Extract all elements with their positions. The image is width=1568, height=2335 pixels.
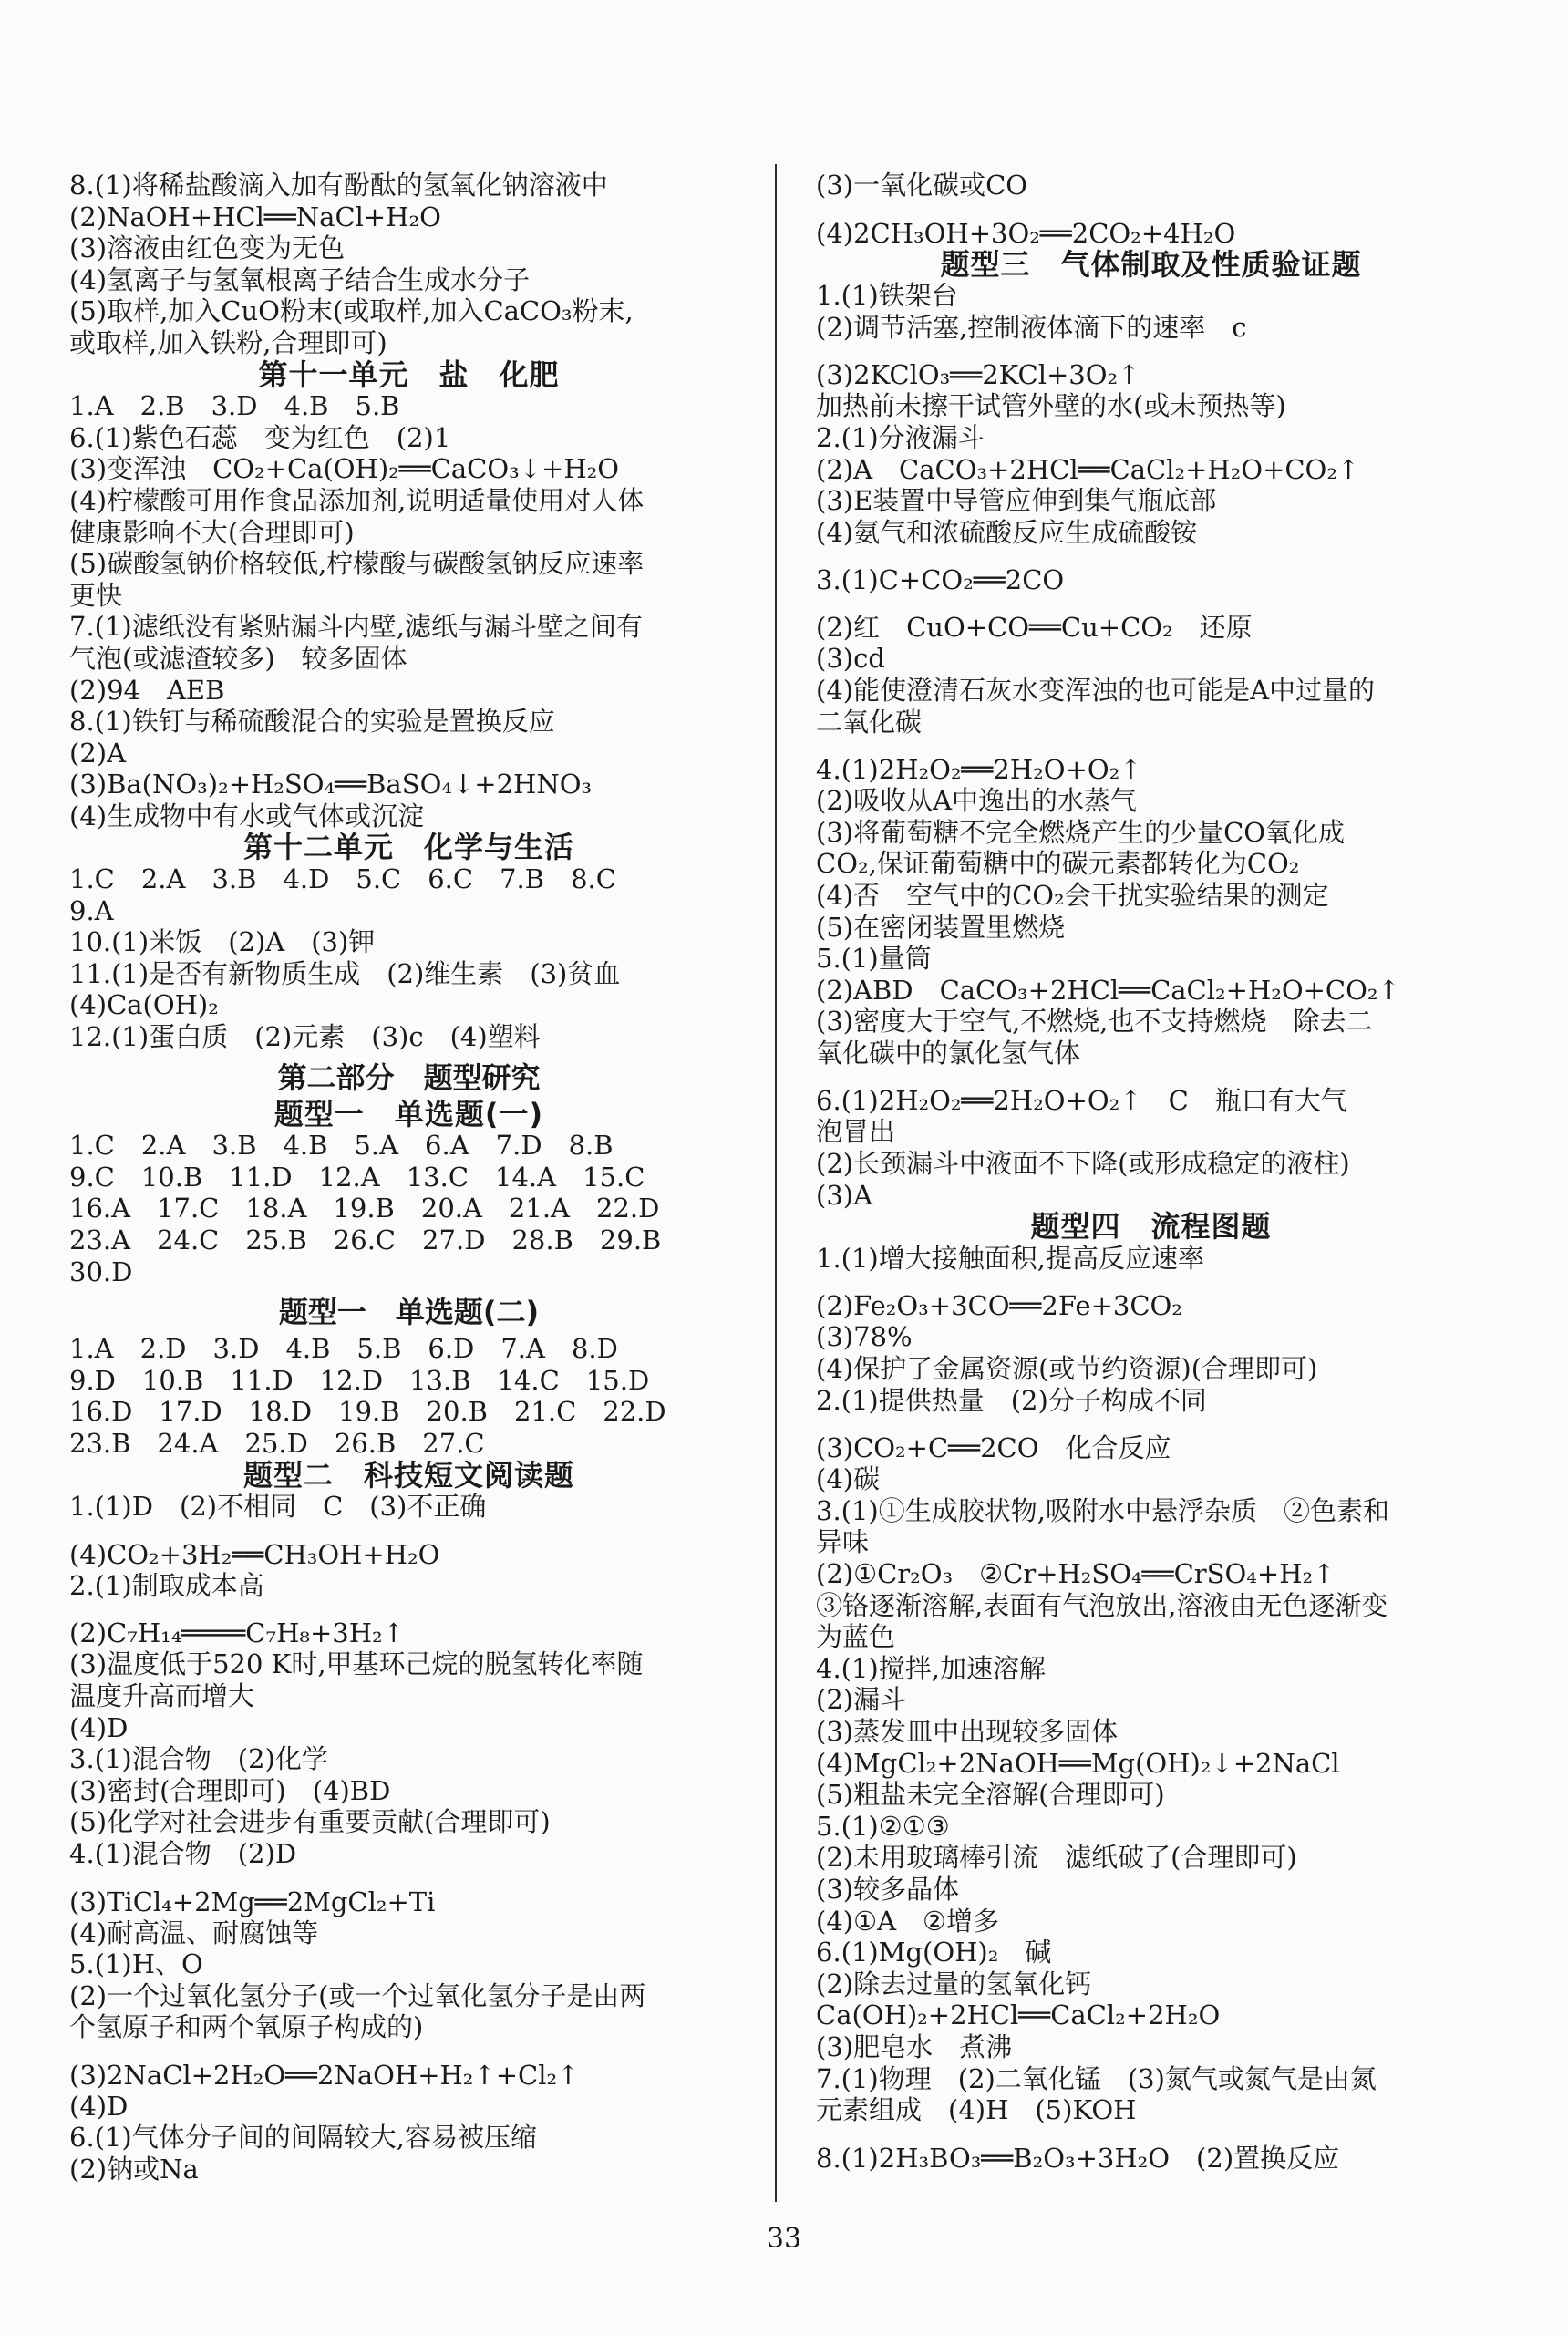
answer-line: (3)密度大于空气,不燃烧,也不支持燃烧 除去二 (816, 1006, 1373, 1038)
answer-line: ③铬逐渐溶解,表面有气泡放出,溶液由无色逐渐变 (816, 1589, 1388, 1621)
answer-line: (4)保护了金属资源(或节约资源)(合理即可) (816, 1353, 1318, 1385)
answer-line: 7.(1)物理 (2)二氧化锰 (3)氮气或氮气是由氮 (816, 2062, 1377, 2094)
answer-line: (2)A CaCO₃+2HCl══CaCl₂+H₂O+CO₂↑ (816, 453, 1360, 485)
answer-line: 气泡(或滤渣较多) 较多固体 (69, 642, 407, 674)
answer-line: (3)2NaCl+2H₂O══2NaOH+H₂↑+Cl₂↑ (69, 2059, 580, 2091)
answer-line: 12.(1)蛋白质 (2)元素 (3)c (4)塑料 (69, 1021, 541, 1053)
answer-line: 加热前未擦干试管外壁的水(或未预热等) (816, 390, 1286, 422)
answer-line: (5)在密闭装置里燃烧 (816, 911, 1066, 943)
answer-line: 3.(1)混合物 (2)化学 (69, 1743, 328, 1775)
answer-line: 9.D 10.B 11.D 12.D 13.B 14.C 15.D (69, 1364, 650, 1396)
answer-line: 二氧化碳 (816, 706, 923, 738)
answer-line: (2)钠或Na (69, 2154, 199, 2185)
answer-line: (3)TiCl₄+2Mg══2MgCl₂+Ti (69, 1886, 436, 1917)
answer-line: (2)ABD CaCO₃+2HCl══CaCl₂+H₂O+CO₂↑ (816, 974, 1400, 1006)
column-divider (775, 164, 777, 2202)
answer-line: (4)MgCl₂+2NaOH══Mg(OH)₂↓+2NaCl (816, 1747, 1340, 1779)
answer-line: (3)78% (816, 1321, 913, 1353)
answer-line: (2)94 AEB (69, 674, 225, 706)
answer-line: 8.(1)2H₃BO₃══B₂O₃+3H₂O (2)置换反应 (816, 2142, 1340, 2174)
answer-line: 氧化碳中的氯化氢气体 (816, 1037, 1081, 1069)
answer-line: (4)碳 (816, 1463, 881, 1495)
answer-line: (5)取样,加入CuO粉末(或取样,加入CaCO₃粉末, (69, 295, 634, 327)
answer-line: (3)cd (816, 643, 885, 675)
answer-line: 泡冒出 (816, 1116, 896, 1148)
answer-line: 5.(1)H、O (69, 1948, 203, 1980)
answer-line: 1.(1)D (2)不相同 C (3)不正确 (69, 1491, 487, 1523)
answer-line: (5)化学对社会进步有重要贡献(合理即可) (69, 1806, 551, 1838)
answer-line: 11.(1)是否有新物质生成 (2)维生素 (3)贫血 (69, 957, 621, 989)
answer-line: (3)Ba(NO₃)₂+H₂SO₄══BaSO₄↓+2HNO₃ (69, 769, 593, 801)
answer-line: 4.(1)2H₂O₂══2H₂O+O₂↑ (816, 754, 1142, 786)
answer-line: 2.(1)分液漏斗 (816, 421, 985, 453)
answer-line: (4)氨气和浓硫酸反应生成硫酸铵 (816, 516, 1198, 548)
page-number: 33 (766, 2223, 802, 2255)
answer-line: (4)①A ②增多 (816, 1905, 1000, 1937)
answer-line: (2)Fe₂O₃+3CO══2Fe+3CO₂ (816, 1290, 1182, 1322)
answer-line: 元素组成 (4)H (5)KOH (816, 2094, 1137, 2126)
answer-line: 9.A (69, 894, 114, 926)
answer-line: 5.(1)②①③ (816, 1810, 950, 1842)
answer-line: (2)①Cr₂O₃ ②Cr+H₂SO₄══CrSO₄+H₂↑ (816, 1558, 1336, 1589)
answer-line: 16.A 17.C 18.A 19.B 20.A 21.A 22.D (69, 1193, 660, 1224)
answer-line: (4)耐高温、耐腐蚀等 (69, 1917, 319, 1948)
answer-line: (3)密封(合理即可) (4)BD (69, 1774, 391, 1806)
answer-line: (4)生成物中有水或气体或沉淀 (69, 800, 425, 832)
answer-line: 或取样,加入铁粉,合理即可) (69, 326, 387, 358)
answer-line: (4)2CH₃OH+3O₂══2CO₂+4H₂O (816, 217, 1236, 249)
answer-column-left (69, 170, 748, 2185)
section-heading: 题型三 气体制取及性质验证题 (940, 246, 1362, 282)
answer-line: 7.(1)滤纸没有紧贴漏斗内壁,滤纸与漏斗壁之间有 (69, 611, 643, 643)
answer-line: (3)肥皂水 煮沸 (816, 2030, 1013, 2062)
answer-line: (3)CO₂+C══2CO 化合反应 (816, 1432, 1171, 1464)
answer-line: 6.(1)紫色石蕊 变为红色 (2)1 (69, 421, 451, 453)
answer-line: (2)红 CuO+CO══Cu+CO₂ 还原 (816, 612, 1253, 644)
answer-line: (4)能使澄清石灰水变浑浊的也可能是A中过量的 (816, 674, 1376, 706)
answer-line: (2)长颈漏斗中液面不下降(或形成稳定的液柱) (816, 1148, 1350, 1180)
answer-line: (3)将葡萄糖不完全燃烧产生的少量CO氧化成 (816, 816, 1346, 848)
answer-line: 1.(1)增大接触面积,提高反应速率 (816, 1242, 1204, 1274)
answer-line: 1.A 2.B 3.D 4.B 5.B (69, 390, 400, 422)
answer-line: (2)漏斗 (816, 1684, 907, 1716)
answer-line: 1.A 2.D 3.D 4.B 5.B 6.D 7.A 8.D (69, 1333, 618, 1365)
answer-line: Ca(OH)₂+2HCl══CaCl₂+2H₂O (816, 1999, 1221, 2031)
answer-line: 9.C 10.B 11.D 12.A 13.C 14.A 15.C (69, 1161, 645, 1193)
answer-line: 10.(1)米饭 (2)A (3)钾 (69, 926, 376, 958)
answer-line: 3.(1)C+CO₂══2CO (816, 564, 1065, 596)
answer-line: (4)D (69, 1711, 129, 1743)
answer-line: 1.C 2.A 3.B 4.D 5.C 6.C 7.B 8.C (69, 863, 616, 895)
answer-line: (2)吸收从A中逸出的水蒸气 (816, 785, 1138, 817)
answer-line: (2)C₇H₁₄════C₇H₈+3H₂↑ (69, 1617, 405, 1649)
answer-line: (3)蒸发皿中出现较多固体 (816, 1715, 1119, 1747)
answer-line: 4.(1)混合物 (2)D (69, 1837, 297, 1869)
answer-line: (3)E装置中导管应伸到集气瓶底部 (816, 485, 1217, 517)
answer-line: (4)D (69, 2090, 129, 2122)
answer-line: (5)碳酸氢钠价格较低,柠檬酸与碳酸氢钠反应速率 (69, 548, 645, 580)
answer-line: 1.(1)铁架台 (816, 280, 958, 312)
answer-line: 1.C 2.A 3.B 4.B 5.A 6.A 7.D 8.B (69, 1130, 614, 1162)
answer-line: (2)NaOH+HCl══NaCl+H₂O (69, 201, 441, 232)
section-heading: 题型一 单选题(一) (273, 1096, 544, 1131)
answer-line: 8.(1)铁钉与稀硫酸混合的实验是置换反应 (69, 706, 555, 738)
answer-line: (2)除去过量的氢氧化钙 (816, 1968, 1092, 1999)
answer-line: 更快 (69, 579, 123, 611)
answer-line: (4)否 空气中的CO₂会干扰实验结果的测定 (816, 879, 1329, 911)
answer-line: 2.(1)制取成本高 (69, 1569, 264, 1601)
section-heading: 题型二 科技短文阅读题 (242, 1457, 574, 1493)
answer-line: 23.B 24.A 25.D 26.B 27.C (69, 1427, 485, 1459)
answer-line: (3)温度低于520 K时,甲基环己烷的脱氢转化率随 (69, 1648, 644, 1680)
answer-line: 温度升高而增大 (69, 1679, 255, 1711)
answer-line: (4)CO₂+3H₂══CH₃OH+H₂O (69, 1538, 440, 1570)
answer-line: CO₂,保证葡萄糖中的碳元素都转化为CO₂ (816, 848, 1300, 880)
answer-line: 4.(1)搅拌,加速溶解 (816, 1652, 1046, 1684)
answer-line: 3.(1)①生成胶状物,吸附水中悬浮杂质 ②色素和 (816, 1494, 1389, 1526)
answer-line: (3)一氧化碳或CO (816, 170, 1028, 201)
section-heading: 第十二单元 化学与生活 (242, 830, 574, 865)
answer-line: (2)未用玻璃棒引流 滤纸破了(合理即可) (816, 1842, 1297, 1874)
answer-line: 30.D (69, 1255, 133, 1287)
section-heading: 第十一单元 盐 化肥 (258, 356, 560, 392)
answer-line: (2)调节活塞,控制液体滴下的速率 c (816, 311, 1247, 343)
answer-line: 6.(1)气体分子间的间隔较大,容易被压缩 (69, 2122, 537, 2154)
answer-line: 5.(1)量筒 (816, 943, 932, 975)
section-heading: 题型一 单选题(二) (278, 1295, 540, 1330)
answer-line: 异味 (816, 1526, 870, 1558)
answer-line: (4)柠檬酸可用作食品添加剂,说明适量使用对人体 (69, 484, 645, 516)
answer-line: 为蓝色 (816, 1621, 896, 1653)
answer-line: (3)较多晶体 (816, 1873, 960, 1905)
section-heading: 题型四 流程图题 (1030, 1209, 1272, 1245)
answer-line: (3)2KClO₃══2KCl+3O₂↑ (816, 359, 1140, 391)
answer-line: 2.(1)提供热量 (2)分子构成不同 (816, 1384, 1207, 1416)
answer-line: 6.(1)Mg(OH)₂ 碱 (816, 1937, 1052, 1968)
answer-column-right (816, 170, 1486, 2174)
answer-line: (4)Ca(OH)₂ (69, 989, 219, 1021)
answer-line: (5)粗盐未完全溶解(合理即可) (816, 1779, 1165, 1811)
answer-line: (2)一个过氧化氢分子(或一个过氧化氢分子是由两 (69, 1979, 646, 2011)
section-heading: 第二部分 题型研究 (277, 1059, 541, 1095)
answer-line: 16.D 17.D 18.D 19.B 20.B 21.C 22.D (69, 1396, 666, 1428)
answer-line: (3)A (816, 1179, 873, 1211)
answer-line: 个氢原子和两个氧原子构成的) (69, 2011, 424, 2043)
answer-line: (3)溶液由红色变为无色 (69, 232, 346, 264)
answer-line: (2)A (69, 737, 127, 769)
answer-line: (4)氢离子与氢氧根离子结合生成水分子 (69, 263, 531, 295)
answer-line: 6.(1)2H₂O₂══2H₂O+O₂↑ C 瓶口有大气 (816, 1085, 1347, 1117)
answer-line: 健康影响不大(合理即可) (69, 516, 355, 548)
answer-line: 8.(1)将稀盐酸滴入加有酚酞的氢氧化钠溶液中 (69, 170, 608, 201)
answer-line: (3)变浑浊 CO₂+Ca(OH)₂══CaCO₃↓+H₂O (69, 453, 620, 485)
answer-line: 23.A 24.C 25.B 26.C 27.D 28.B 29.B (69, 1224, 662, 1255)
